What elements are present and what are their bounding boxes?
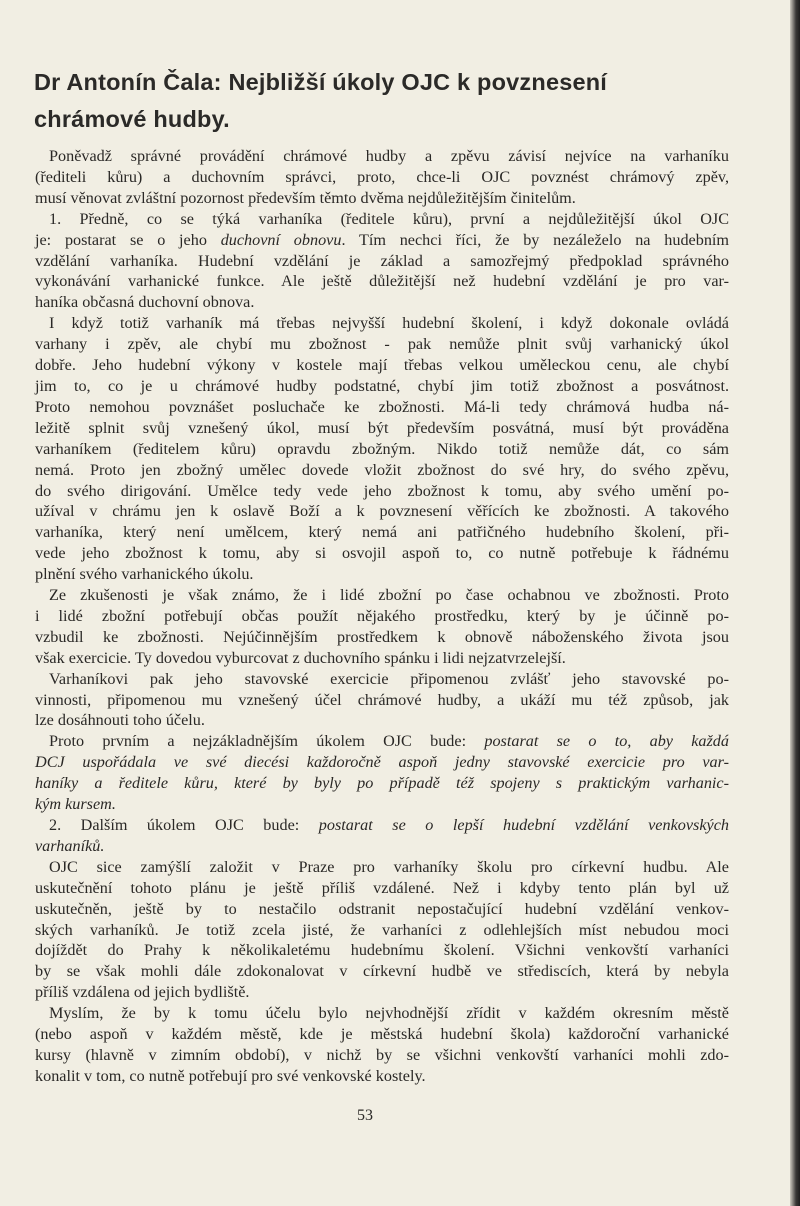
paragraph [35,585,729,669]
text-line [35,815,729,836]
text: OJC sice zamýšlí založit v Praze pro varhaníky školu pro církevní hudbu. Ale [49,857,729,876]
italic-text: varhaníků. [35,836,105,855]
text-line [35,899,729,920]
text: plnění svého varhanického úkolu. [35,565,254,584]
text-line [35,439,729,460]
text: 2. Dalším úkolem OJC bude: [49,816,319,834]
text-line [35,669,729,690]
paragraph [35,313,729,585]
text: vzbudil ke zbožnosti. Nejúčinnějším prostředkem k obnově náboženského života jsou [35,627,729,646]
text-line [35,836,729,857]
text: uskutečnění tohoto plánu je ještě příliš vzdálené. Než i kdyby tento plán byl už [35,878,729,897]
text-line [35,543,729,564]
text-line [35,271,729,292]
text-line [35,334,729,355]
text: ležitě splnit svůj vznešený úkol, musí být především posvátná, musí být prováděna [35,418,729,437]
text-line [35,878,729,899]
text: vede jeho zbožnost k tomu, aby si osvojil aspoň to, co nutně potřebuje k řádnému [35,544,729,563]
paragraph [35,857,729,1003]
scan-edge [790,0,800,1206]
text: Ze zkušenosti je však známo, že i lidé zbožní po čase ochabnou ve zbožnosti. Proto [49,586,729,605]
text: musí věnovat zvláštní pozornost především těmto dvěma nejdůležitějším činitelům. [35,188,576,207]
text: vzdělání varhaníka. Hudební vzdělání je základ a samozřejmý předpoklad správného [35,251,729,270]
italic-text: postarat se o to, aby každá [484,732,729,751]
italic-text: kým kursem. [35,795,116,814]
text-line [35,481,729,502]
text: varhaníka, který není umělcem, který nemá ani patřičného hudebního školení, při- [35,523,729,542]
text-line [35,313,729,334]
title-line-2: chrámové hudby. [34,106,230,132]
text-line [35,585,729,606]
text: však exercicie. Ty dovedou vyburcovat z duchovního spánku i lidi nejzatvrzelejší. [35,648,566,667]
text-line [35,1045,729,1066]
text-line [35,1003,729,1024]
text-line [35,710,729,731]
text: by se však mohli dále zdokonalovat v církevní hudbě ve střediscích, která by nebyla [35,962,729,981]
text-line [35,648,729,669]
italic-text: duchovní obnovu [220,230,342,249]
text: dojíždět do Prahy k několikaletému hudebnímu školení. Všichni venkovští varhaníci [35,941,729,960]
text: Proto prvním a nejzákladnějším úkolem OJC bude: [49,732,485,751]
text: vinnosti, připomenou mu vznešený účel chrámové hudby, a ukáží mu též způsob, jak [35,690,729,709]
text-line [35,773,729,794]
text-line [35,940,729,961]
text-line [35,460,729,481]
article-body [35,146,729,1087]
text-line [35,230,729,251]
text-line [35,355,729,376]
text: dobře. Jeho hudební výkony v kostele mají třebas velkou uměleckou cenu, ale chybí [35,356,729,375]
text-line [35,752,729,773]
text: Poněvadž správné provádění chrámové hudby a zpěvu závisí nejvíce na varhaníku [49,147,729,165]
text-line [35,1066,729,1087]
text: lze dosáhnouti toho účelu. [35,711,205,730]
text: jim to, co je u chrámové hudby podstatné, chybí jim totiž zbožnost a posvátnost. [35,376,729,395]
text: Proto nemohou povznášet posluchače ke zbožnosti. Má-li tedy chrámová hudba ná- [35,397,729,416]
text-line [35,209,729,230]
text-line [35,251,729,272]
text: varhaníkem (ředitelem kůru) opravdu zbožným. Nikdo totiž nemůže dát, co sám [35,439,729,458]
text-line [35,1024,729,1045]
text-line [35,292,729,313]
text-line [35,146,729,167]
article-title [34,64,754,138]
text-line [35,920,729,941]
text-line [35,376,729,397]
text: příliš vzdálena od jejich bydliště. [35,983,250,1002]
text-line [35,731,729,752]
text: haníka občasná duchovní obnova. [35,293,255,312]
text: užíval v chrámu jen k oslavě Boží a k povznesení věřících ke zbožnosti. A takového [35,502,729,521]
paragraph [35,669,729,732]
text: . Tím nechci říci, že by nezáleželo na hudebním [341,230,729,249]
text-line [35,627,729,648]
page-number: 53 [357,1107,373,1124]
text: 1. Předně, co se týká varhaníka (ředitele kůru), první a nejdůležitější úkol OJC [49,209,729,228]
text: i lidé zbožní potřebují občas použít nějakého prostředku, který by je účinně po- [35,606,729,625]
paragraph [35,146,729,209]
text: je: postarat se o jeho [35,230,221,249]
text-line [35,501,729,522]
italic-text: haníky a ředitele kůru, které by byly po případě též spojeny s praktickým varhanic- [35,774,729,793]
italic-text: postarat se o lepší hudební vzdělání venkovských [318,816,729,834]
title-line-1: Dr Antonín Čala: Nejbližší úkoly OJC k povznesení [34,69,608,95]
text: nemá. Proto jen zbožný umělec dovede vložit zbožnost do své hry, do svého zpěvu, [35,460,729,479]
text-line [35,961,729,982]
text-line [35,522,729,543]
text: varhany i zpěv, ale chybí mu zbožnost - pak nemůže plnit svůj varhanický úkol [35,335,729,354]
text-line [35,397,729,418]
text-line [35,690,729,711]
text: Myslím, že by k tomu účelu bylo nejvhodnější zřídit v každém okresním městě [49,1004,729,1023]
paragraph [35,209,729,314]
text-line [35,606,729,627]
text: konalit v tom, co nutně potřebují pro své venkovské kostely. [35,1066,426,1085]
text-line [35,418,729,439]
text-line [35,188,729,209]
text-line [35,794,729,815]
italic-text: DCJ uspořádala ve své diecési každoročně aspoň jedny stavovské exercicie pro var- [35,753,729,772]
text: do svého dirigování. Umělce tedy vede jeho zbožnost k tomu, aby svého umění po- [35,481,729,500]
text: vykonávání varhanické funkce. Ale ještě důležitější než hudební vzdělání je pro var- [35,272,729,291]
text: kursy (hlavně v zimním období), v nichž by se všichni venkovští varhaníci mohli zdo- [35,1045,729,1064]
text-line [35,982,729,1003]
text-line [35,167,729,188]
text-line [35,564,729,585]
text: (řediteli kůru) a duchovním správci, proto, chce-li OJC povznést chrámový zpěv, [35,167,729,186]
paragraph [35,731,729,815]
text: Varhaníkovi pak jeho stavovské exercicie připomenou zvlášť jeho stavovské po- [49,669,729,688]
text: ských varhaníků. Je totiž zcela jisté, že varhaníci z odlehlejších míst nebudou moci [35,920,729,939]
text: uskutečněn, ještě by to nestačilo odstranit nepostačující hudební vzdělání venkov- [35,899,729,918]
text-line [35,857,729,878]
text: (nebo aspoň v každém městě, kde je městská hudební škola) každoroční varhanické [35,1025,729,1044]
text: I když totiž varhaník má třebas nejvyšší hudební školení, i když dokonale ovládá [49,314,729,333]
paragraph [35,1003,729,1087]
paragraph [35,815,729,857]
